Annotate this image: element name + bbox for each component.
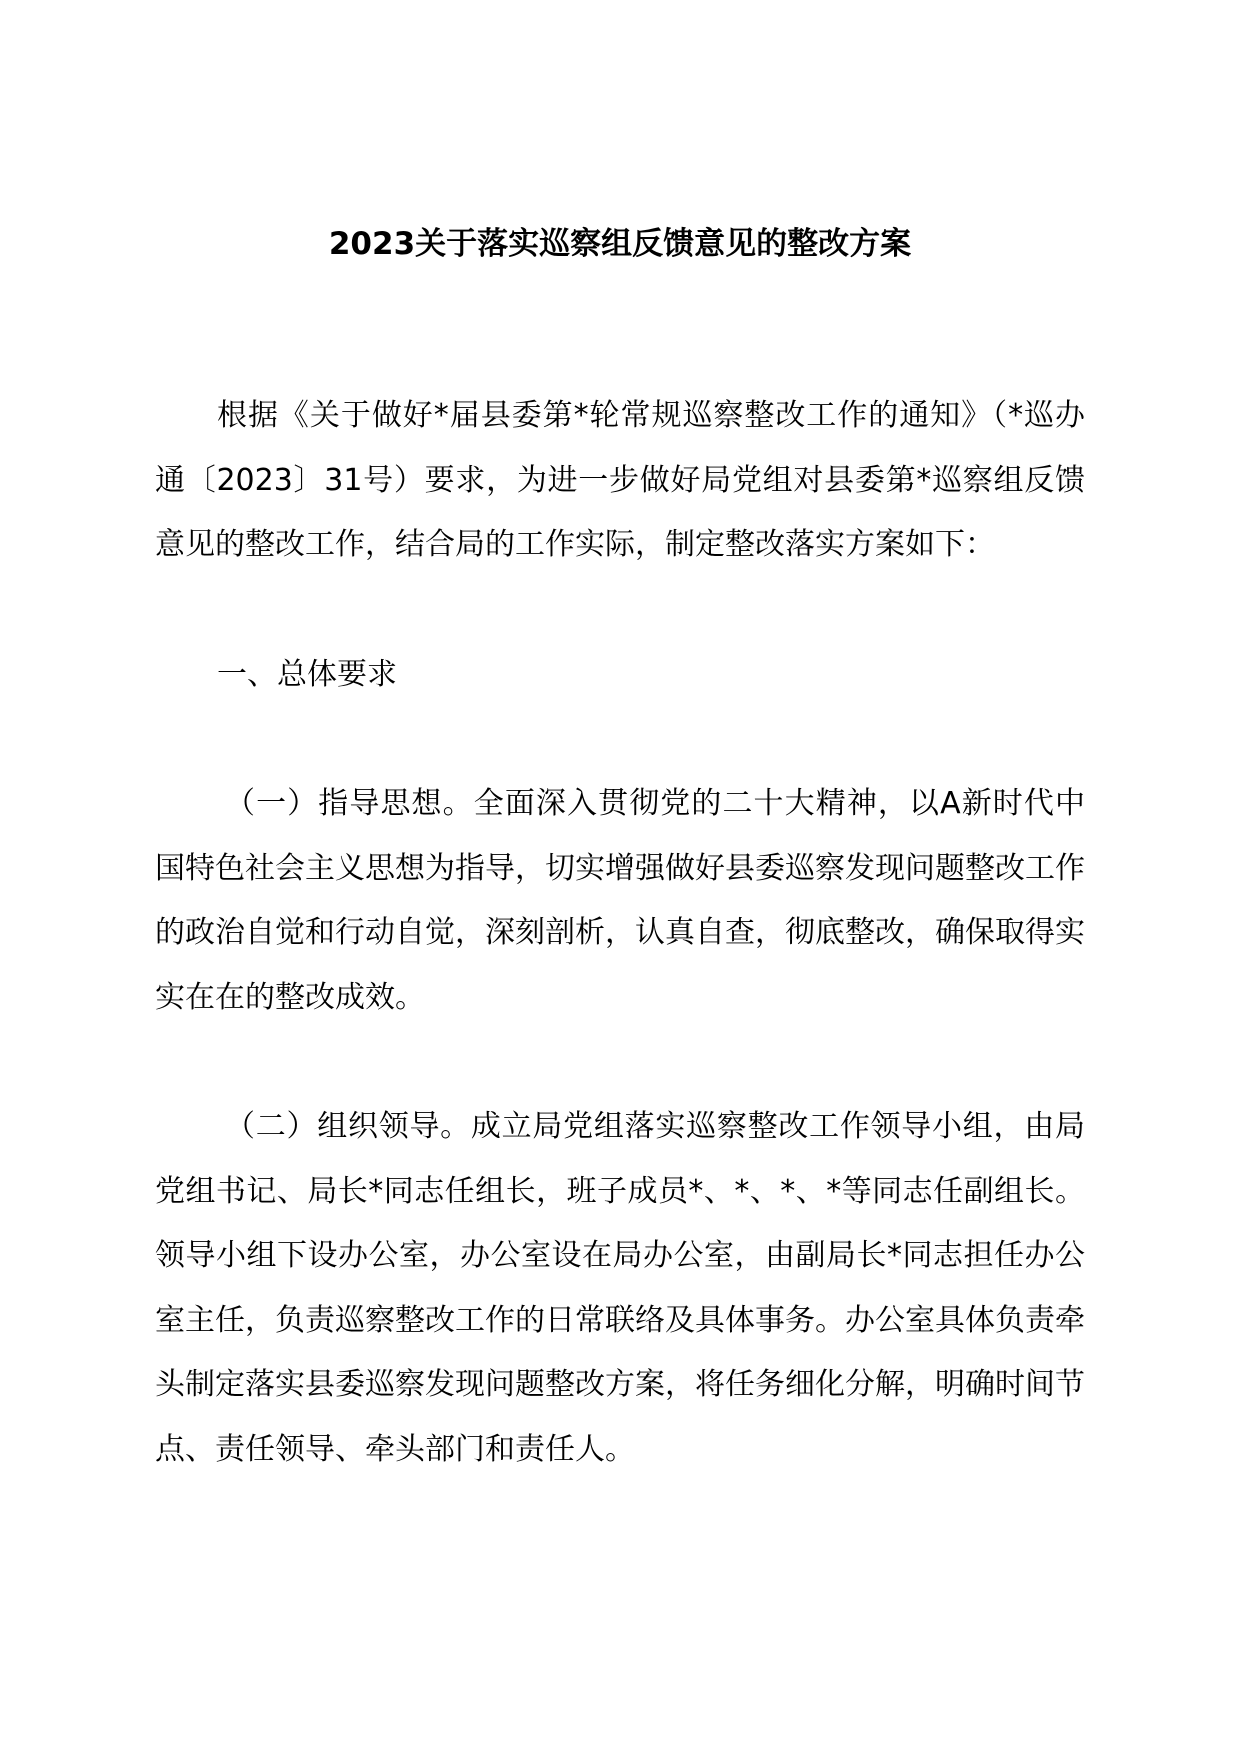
intro-paragraph: 根据《关于做好*届县委第*轮常规巡察整改工作的通知》（*巡办通〔2023〕31号）要求，为进一步做好局党组对县委第*巡察组反馈意见的整改工作，结合局的工作实际，制定整改落实方案如下： xyxy=(155,398,1085,562)
document-title: 2023关于落实巡察组反馈意见的整改方案 xyxy=(328,226,912,262)
item-guiding-ideology-paragraph: （一）指导思想。全面深入贯彻党的二十大精神，以A新时代中国特色社会主义思想为指导，切实增强做好县委巡察发现问题整改工作的政治自觉和行动自觉，深刻剖析，认真自查，彻底整改，确保取得实实在在的整改成效。 xyxy=(155,786,1085,1015)
section-heading-general-requirements: 一、总体要求 xyxy=(217,657,397,692)
item-organizational-leadership-paragraph: （二）组织领导。成立局党组落实巡察整改工作领导小组，由局党组书记、局长*同志任组长，班子成员*、*、*、*等同志任副组长。领导小组下设办公室，办公室设在局办公室，由副局长*同志担任办公室主任，负责巡察整改工作的日常联络及具体事务。办公室具体负责牵头制定落实县委巡察发现问题整改方案，将任务细化分解，明确时间节点、责任领导、牵头部门和责任人。 xyxy=(155,1109,1085,1467)
